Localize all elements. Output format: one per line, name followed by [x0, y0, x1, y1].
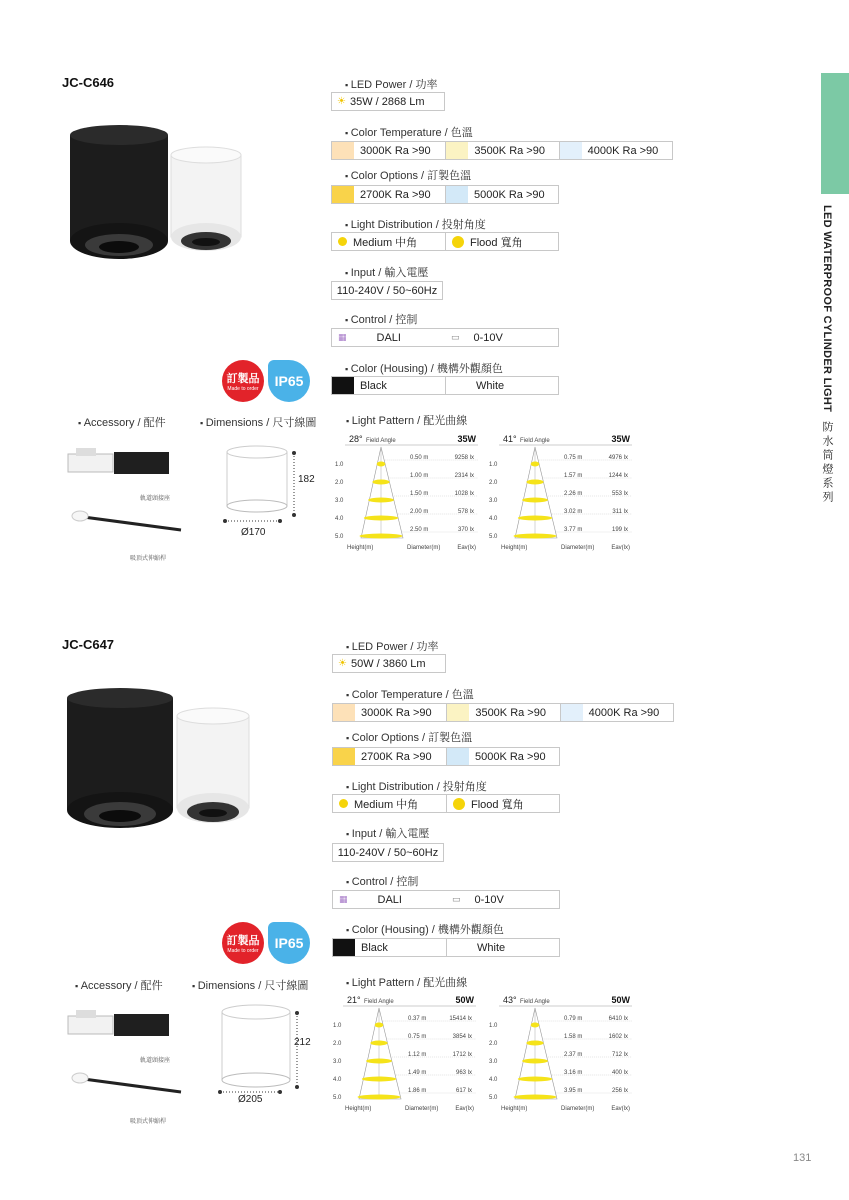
sidebar-title-en: LED WATERPROOF CYLINDER LIGHT [821, 205, 833, 413]
field-angle-label: Field Angle [366, 438, 396, 444]
color-swatch [446, 142, 468, 159]
color-temp-label: ▪ Color Temperature / 色溫 [345, 124, 473, 140]
accessory-label: ▪ Accessory / 配件 [78, 414, 166, 430]
diameter-value: 2.37 m [564, 1052, 583, 1058]
power-value: 50W / 3860 Lm [350, 657, 426, 670]
diameter-axis-label: Diameter(m) [407, 545, 441, 551]
color-options-label: ▪ Color Options / 訂製色溫 [345, 167, 471, 183]
field-angle-value: 28° [349, 434, 363, 444]
height-tick: 3.0 [333, 1059, 342, 1065]
housing-label: ▪ Color (Housing) / 機構外觀顏色 [345, 360, 503, 376]
diameter-value: 1.57 m [564, 473, 583, 479]
dimmer-icon: ▭ [451, 332, 460, 342]
dali-icon: ▦ [338, 332, 347, 342]
beam-ring [514, 1095, 557, 1100]
chart-watt: 35W [457, 434, 476, 444]
distribution-label: ▪ Light Distribution / 投射角度 [345, 216, 486, 232]
sidebar-title-cn: 防水筒燈系列 [821, 421, 833, 506]
chart-watt: 50W [611, 995, 630, 1005]
control-item: 0-10V [473, 331, 503, 344]
beam-ring [522, 1059, 548, 1064]
light-pattern-label: ▪ Light Pattern / 配光曲線 [346, 974, 467, 990]
chart-watt: 35W [611, 434, 630, 444]
diameter-value: 2.26 m [564, 491, 583, 497]
housing-item: White [477, 941, 506, 954]
beam-ring [375, 1023, 384, 1028]
light-pattern-chart-1 [333, 432, 478, 554]
sun-icon: ☀ [337, 96, 346, 107]
field-angle-label: Field Angle [364, 999, 394, 1005]
diameter-value: 0.75 m [408, 1034, 427, 1040]
beam-ring [522, 498, 548, 503]
control-item: DALI [377, 893, 402, 906]
field-angle-label: Field Angle [520, 438, 550, 444]
badge-custom-text: 訂製品 [226, 373, 260, 385]
diameter-axis-label: Diameter(m) [561, 1106, 595, 1112]
beam-ring [366, 1059, 392, 1064]
control-item: 0-10V [474, 893, 504, 906]
sidebar-title [813, 205, 835, 505]
color-swatch [447, 704, 469, 721]
power-value: 35W / 2868 Lm [349, 95, 425, 108]
input-label: ▪ Input / 輸入電壓 [346, 825, 429, 841]
lux-value: 2314 lx [454, 473, 474, 479]
control-box [332, 890, 560, 909]
lux-value: 1244 lx [608, 473, 628, 479]
distribution-box [331, 232, 559, 251]
light-pattern-svg [487, 432, 632, 554]
light-pattern-svg [487, 993, 632, 1115]
housing-label: ▪ Color (Housing) / 機構外觀顏色 [346, 921, 504, 937]
control-item: DALI [376, 331, 401, 344]
beam-ring [518, 1077, 552, 1082]
beam-ring [358, 1095, 401, 1100]
dimensions-label: ▪ Dimensions / 尺寸線圖 [200, 414, 316, 430]
product-image [65, 688, 250, 838]
height-tick: 4.0 [335, 516, 344, 522]
field-angle-value: 21° [347, 995, 361, 1005]
made-to-order-badge [222, 360, 264, 402]
power-box [332, 654, 446, 673]
diameter-value: 1.12 m [408, 1052, 427, 1058]
accessory-caption-rod: 吸頂式伸縮桿 [130, 1119, 167, 1125]
color-swatch [332, 142, 354, 159]
beam-ring [364, 516, 398, 521]
diameter-value: 0.75 m [564, 455, 583, 461]
height-axis-label: Height(m) [345, 1106, 372, 1112]
height-tick: 1.0 [489, 462, 498, 468]
diameter-value: 1.86 m [408, 1088, 427, 1094]
lux-value: 311 lx [612, 509, 628, 515]
housing-item: Black [360, 379, 387, 392]
light-pattern-svg [333, 432, 478, 554]
dim-height: 182 [298, 474, 315, 485]
dim-width: Ø205 [238, 1094, 263, 1105]
beam-ring [518, 516, 552, 521]
color-swatch [447, 748, 469, 765]
model-title: JC-C646 [62, 75, 115, 90]
height-axis-label: Height(m) [501, 1106, 528, 1112]
control-label: ▪ Control / 控制 [345, 311, 417, 327]
beam-ring [360, 534, 403, 539]
lux-value: 1028 lx [454, 491, 474, 497]
distribution-item: Flood 寬角 [471, 798, 524, 811]
lux-value: 9258 lx [454, 455, 474, 461]
badge-ip-text: IP65 [274, 935, 304, 951]
color-temp-box [331, 141, 673, 160]
ip65-badge [268, 360, 310, 402]
diameter-value: 2.00 m [410, 509, 429, 515]
lux-value: 15414 lx [449, 1016, 472, 1022]
dim-width: Ø170 [241, 527, 266, 538]
height-tick: 5.0 [489, 1095, 498, 1101]
control-label: ▪ Control / 控制 [346, 873, 418, 889]
diameter-value: 3.95 m [564, 1088, 583, 1094]
color-swatch [333, 748, 355, 765]
light-pattern-label: ▪ Light Pattern / 配光曲線 [346, 412, 467, 428]
medium-beam-icon [338, 237, 347, 246]
dimension-drawing [220, 440, 320, 540]
lux-value: 963 lx [455, 1070, 472, 1076]
diameter-axis-label: Diameter(m) [405, 1106, 439, 1112]
dimmer-icon: ▭ [452, 894, 461, 904]
color-temp-item: 3500K Ra >90 [474, 144, 545, 157]
housing-item: White [476, 379, 505, 392]
lux-value: 256 lx [611, 1088, 628, 1094]
color-swatch [333, 704, 355, 721]
diameter-value: 1.49 m [408, 1070, 427, 1076]
diameter-value: 3.77 m [564, 527, 583, 533]
diameter-value: 3.02 m [564, 509, 583, 515]
eav-axis-label: Eav(lx) [611, 545, 630, 551]
lux-value: 400 lx [611, 1070, 628, 1076]
badge-custom-sub: Made to order [227, 386, 259, 392]
color-options-box [331, 185, 559, 204]
chart-watt: 50W [455, 995, 474, 1005]
lux-value: 617 lx [455, 1088, 472, 1094]
color-option-item: 2700K Ra >90 [360, 188, 431, 201]
beam-ring [362, 1077, 396, 1082]
beam-ring [526, 1041, 543, 1046]
height-axis-label: Height(m) [501, 545, 528, 551]
height-tick: 5.0 [489, 534, 498, 540]
flood-beam-icon [452, 236, 464, 248]
color-temp-item: 4000K Ra >90 [588, 706, 660, 719]
color-option-item: 2700K Ra >90 [361, 750, 432, 763]
distribution-item: Flood 寬角 [470, 236, 523, 249]
control-box [331, 328, 559, 347]
color-temp-label: ▪ Color Temperature / 色溫 [346, 686, 474, 702]
sidebar-accent-bar [821, 73, 849, 194]
color-swatch [332, 186, 354, 203]
height-tick: 4.0 [489, 516, 498, 522]
accessory-caption-rod: 吸頂式伸縮桿 [130, 556, 167, 562]
distribution-label: ▪ Light Distribution / 投射角度 [346, 778, 487, 794]
beam-ring [531, 462, 540, 467]
lux-value: 6410 lx [608, 1016, 628, 1022]
color-swatch [446, 186, 468, 203]
housing-item: Black [361, 941, 388, 954]
field-angle-label: Field Angle [520, 999, 550, 1005]
color-option-item: 5000K Ra >90 [475, 750, 546, 763]
diameter-value: 1.00 m [410, 473, 429, 479]
lux-value: 3854 lx [452, 1034, 472, 1040]
lux-value: 1712 lx [452, 1052, 472, 1058]
height-tick: 5.0 [333, 1095, 342, 1101]
distribution-item: Medium 中角 [353, 236, 418, 249]
badge-ip-text: IP65 [274, 373, 304, 389]
diameter-value: 2.50 m [410, 527, 429, 533]
dimension-drawing [215, 1000, 325, 1110]
height-tick: 3.0 [335, 498, 344, 504]
lux-value: 199 lx [611, 527, 628, 533]
housing-swatch-black [332, 377, 354, 394]
lux-value: 553 lx [611, 491, 628, 497]
color-temp-item: 3000K Ra >90 [360, 144, 431, 157]
diameter-value: 0.79 m [564, 1016, 583, 1022]
flood-beam-icon [453, 798, 465, 810]
power-label: ▪ LED Power / 功率 [346, 638, 439, 654]
diameter-value: 0.50 m [410, 455, 429, 461]
dim-height: 212 [294, 1037, 311, 1048]
height-tick: 2.0 [333, 1041, 342, 1047]
input-value: 110-240V / 50~60Hz [336, 284, 438, 297]
lux-value: 1602 lx [608, 1034, 628, 1040]
lux-value: 712 lx [611, 1052, 628, 1058]
height-tick: 3.0 [489, 1059, 498, 1065]
lux-value: 578 lx [457, 509, 474, 515]
beam-ring [526, 480, 543, 485]
height-tick: 2.0 [335, 480, 344, 486]
eav-axis-label: Eav(lx) [457, 545, 476, 551]
height-tick: 1.0 [333, 1023, 342, 1029]
color-swatch [560, 142, 582, 159]
housing-box [332, 938, 560, 957]
input-box [331, 281, 443, 300]
color-swatch [561, 704, 583, 721]
height-tick: 2.0 [489, 480, 498, 486]
dimensions-label: ▪ Dimensions / 尺寸線圖 [192, 977, 308, 993]
color-temp-box [332, 703, 674, 722]
diameter-value: 1.50 m [410, 491, 429, 497]
color-options-box [332, 747, 560, 766]
diameter-value: 3.16 m [564, 1070, 583, 1076]
light-pattern-chart-1 [331, 993, 476, 1115]
badge-custom-sub: Made to order [227, 948, 259, 954]
color-option-item: 5000K Ra >90 [474, 188, 545, 201]
height-tick: 4.0 [333, 1077, 342, 1083]
field-angle-value: 41° [503, 434, 517, 444]
housing-swatch-white [447, 939, 469, 956]
housing-box [331, 376, 559, 395]
ip65-badge [268, 922, 310, 964]
height-tick: 4.0 [489, 1077, 498, 1083]
height-axis-label: Height(m) [347, 545, 374, 551]
housing-swatch-white [446, 377, 468, 394]
color-temp-item: 3500K Ra >90 [475, 706, 546, 719]
input-value: 110-240V / 50~60Hz [337, 846, 439, 859]
product-image [68, 125, 243, 270]
eav-axis-label: Eav(lx) [611, 1106, 630, 1112]
dali-icon: ▦ [339, 894, 348, 904]
height-tick: 2.0 [489, 1041, 498, 1047]
distribution-item: Medium 中角 [354, 798, 419, 811]
page-number: 131 [793, 1152, 812, 1164]
lux-value: 4976 lx [608, 455, 628, 461]
height-tick: 1.0 [335, 462, 344, 468]
input-box [332, 843, 444, 862]
light-pattern-chart-2 [487, 993, 632, 1115]
distribution-box [332, 794, 560, 813]
light-pattern-svg [331, 993, 476, 1115]
color-temp-item: 3000K Ra >90 [361, 706, 432, 719]
sun-icon: ☀ [338, 658, 347, 669]
beam-ring [368, 498, 394, 503]
color-temp-item: 4000K Ra >90 [587, 144, 659, 157]
beam-ring [377, 462, 386, 467]
height-tick: 5.0 [335, 534, 344, 540]
lux-value: 370 lx [457, 527, 474, 533]
power-box [331, 92, 445, 111]
beam-ring [370, 1041, 387, 1046]
light-pattern-chart-2 [487, 432, 632, 554]
medium-beam-icon [339, 799, 348, 808]
accessory-caption-track: 軌道頭接座 [140, 1058, 171, 1064]
beam-ring [372, 480, 389, 485]
diameter-value: 0.37 m [408, 1016, 427, 1022]
made-to-order-badge [222, 922, 264, 964]
beam-ring [531, 1023, 540, 1028]
input-label: ▪ Input / 輸入電壓 [345, 264, 428, 280]
accessory-label: ▪ Accessory / 配件 [75, 977, 163, 993]
beam-ring [514, 534, 557, 539]
badge-custom-text: 訂製品 [226, 935, 260, 947]
eav-axis-label: Eav(lx) [455, 1106, 474, 1112]
height-tick: 1.0 [489, 1023, 498, 1029]
field-angle-value: 43° [503, 995, 517, 1005]
power-label: ▪ LED Power / 功率 [345, 76, 438, 92]
diameter-value: 1.58 m [564, 1034, 583, 1040]
model-title: JC-C647 [62, 637, 115, 652]
housing-swatch-black [333, 939, 355, 956]
height-tick: 3.0 [489, 498, 498, 504]
color-options-label: ▪ Color Options / 訂製色溫 [346, 729, 472, 745]
diameter-axis-label: Diameter(m) [561, 545, 595, 551]
accessory-caption-track: 軌道頭接座 [140, 496, 171, 502]
